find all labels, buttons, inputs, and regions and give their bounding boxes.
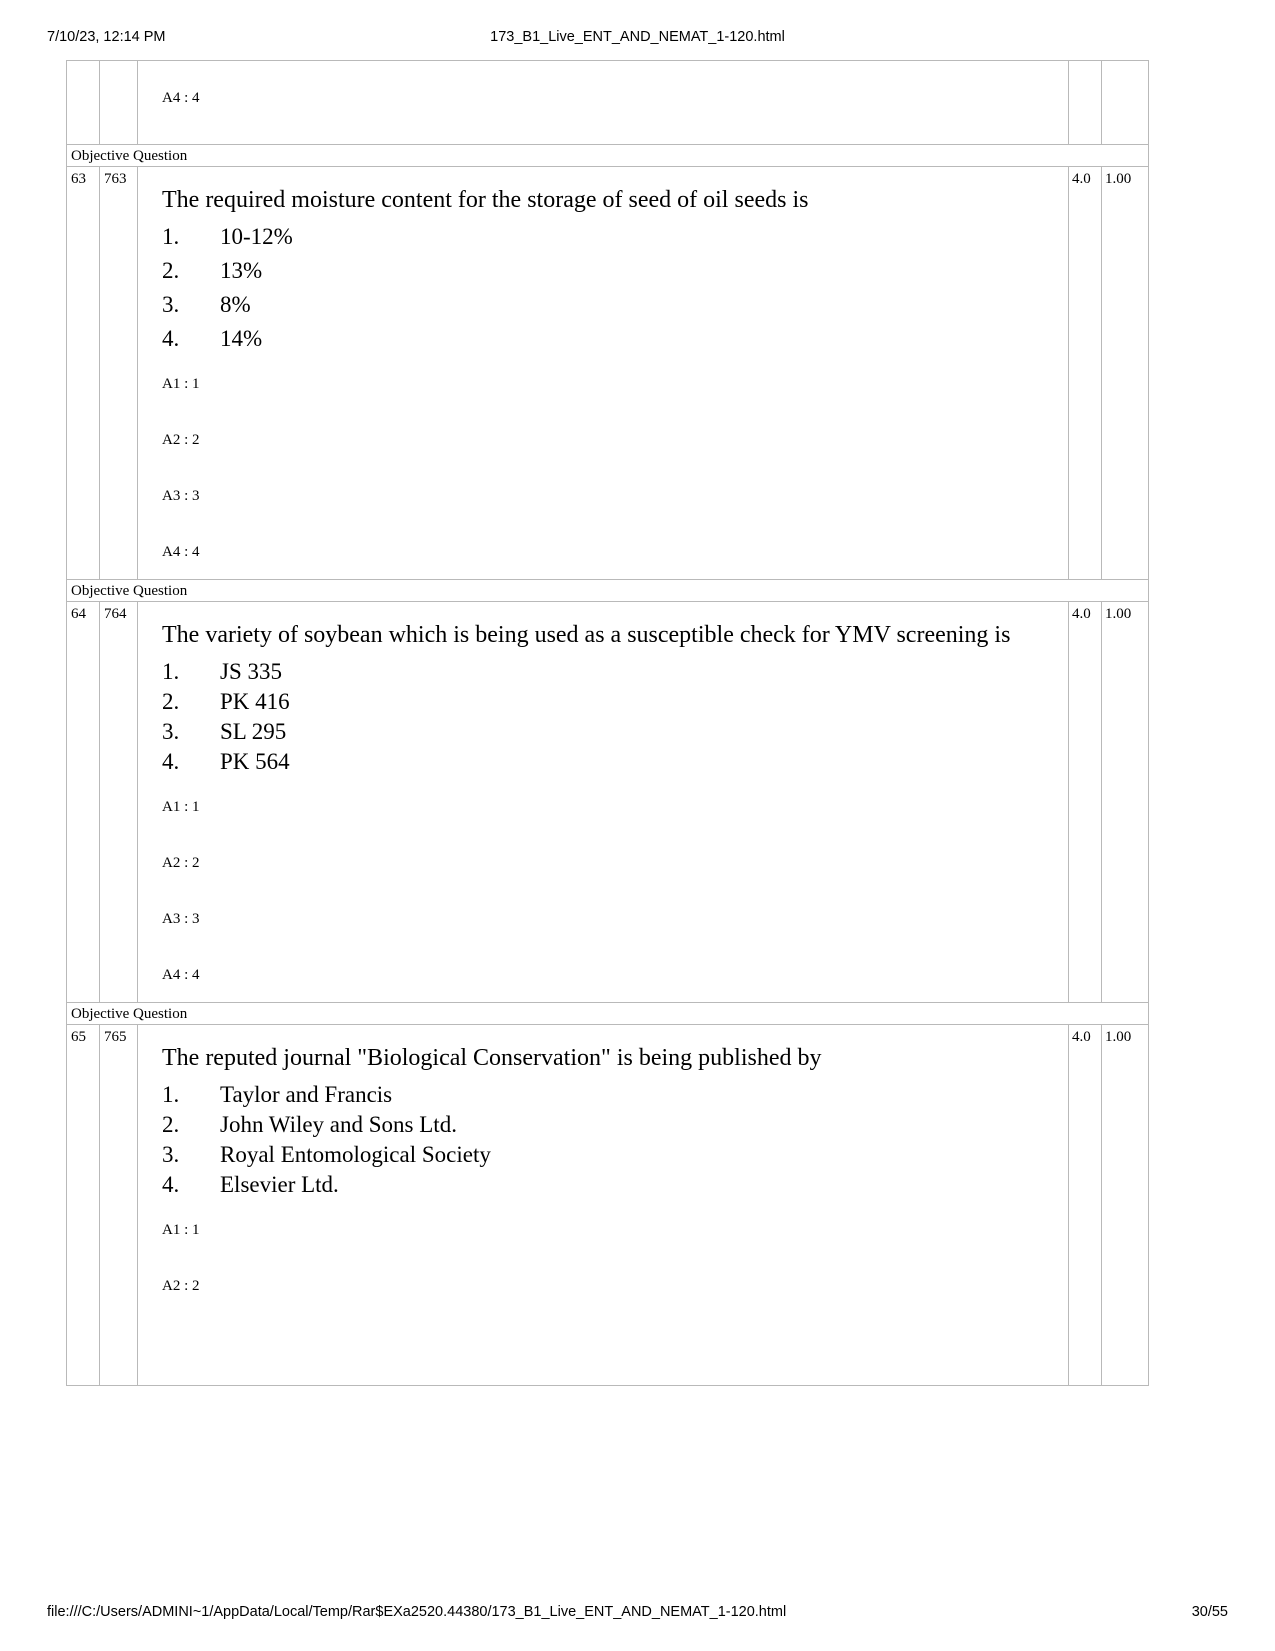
option-number: 4. — [162, 326, 180, 351]
answer-line: A1 : 1 — [162, 799, 200, 815]
question-weight: 1.00 — [1105, 1029, 1132, 1045]
question-stem: The required moisture content for the storage of seed of oil seeds is — [162, 187, 809, 213]
objective-question-label: Objective Question — [71, 148, 188, 164]
option-item[interactable] — [162, 1141, 1060, 1169]
option-item[interactable] — [162, 1081, 1060, 1109]
option-text: Royal Entomological Society — [220, 1142, 491, 1167]
question-id-cell — [100, 1025, 138, 1385]
question-marks-cell — [1069, 1025, 1102, 1385]
question-weight-cell — [1102, 602, 1148, 1002]
objective-question-label: Objective Question — [71, 1006, 188, 1022]
clipped-marks-cell — [1069, 61, 1102, 144]
question-serial: 64 — [71, 606, 86, 622]
objective-question-bar — [66, 1003, 1149, 1025]
option-text: 14% — [220, 326, 263, 351]
option-item[interactable] — [162, 223, 1060, 251]
answer-line: A1 : 1 — [162, 376, 200, 392]
answer-line: A3 : 3 — [162, 488, 200, 504]
option-text: 10-12% — [220, 224, 293, 249]
question-block — [66, 1025, 1149, 1386]
question-id: 765 — [104, 1029, 127, 1045]
option-number: 4. — [162, 1172, 180, 1197]
question-serial-cell — [67, 167, 100, 579]
print-header-datetime: 7/10/23, 12:14 PM — [47, 29, 166, 45]
question-body-cell — [138, 167, 1069, 579]
print-footer-page: 30/55 — [1191, 1604, 1228, 1620]
option-item[interactable] — [162, 1171, 1060, 1199]
option-number: 4. — [162, 749, 180, 774]
answer-list — [162, 1221, 1060, 1295]
question-stem: The reputed journal "Biological Conservation" is being published by — [162, 1045, 822, 1071]
option-item[interactable] — [162, 291, 1060, 319]
option-item[interactable] — [162, 257, 1060, 285]
option-number: 1. — [162, 659, 180, 684]
option-number: 1. — [162, 224, 180, 249]
answer-list — [162, 375, 1060, 561]
question-marks: 4.0 — [1072, 1029, 1091, 1045]
print-header-title: 173_B1_Live_ENT_AND_NEMAT_1-120.html — [490, 29, 785, 45]
option-text: Elsevier Ltd. — [220, 1172, 339, 1197]
question-weight: 1.00 — [1105, 606, 1132, 622]
option-item[interactable] — [162, 1111, 1060, 1139]
answer-list — [162, 798, 1060, 984]
question-weight: 1.00 — [1105, 171, 1132, 187]
option-list — [162, 658, 1060, 776]
answer-line: A2 : 2 — [162, 432, 200, 448]
question-block — [66, 602, 1149, 1003]
option-text: JS 335 — [220, 659, 282, 684]
clipped-body-cell — [138, 61, 1069, 144]
answer-line: A4 : 4 — [162, 544, 200, 560]
option-text: PK 564 — [220, 749, 290, 774]
option-text: PK 416 — [220, 689, 290, 714]
question-marks-cell — [1069, 167, 1102, 579]
clipped-answer-line: A4 : 4 — [162, 90, 200, 106]
question-block — [66, 167, 1149, 580]
option-text: SL 295 — [220, 719, 287, 744]
clipped-weight-cell — [1102, 61, 1148, 144]
clipped-question-block — [66, 60, 1149, 145]
option-item[interactable] — [162, 658, 1060, 686]
option-number: 3. — [162, 719, 180, 744]
question-marks: 4.0 — [1072, 606, 1091, 622]
question-serial-cell — [67, 602, 100, 1002]
option-text: Taylor and Francis — [220, 1082, 393, 1107]
question-id: 764 — [104, 606, 127, 622]
option-item[interactable] — [162, 748, 1060, 776]
option-text: 8% — [220, 292, 251, 317]
clipped-serial-cell — [67, 61, 100, 144]
option-number: 3. — [162, 292, 180, 317]
print-header — [0, 26, 1275, 48]
question-marks-cell — [1069, 602, 1102, 1002]
answer-line: A2 : 2 — [162, 1278, 200, 1294]
question-id: 763 — [104, 171, 127, 187]
option-number: 3. — [162, 1142, 180, 1167]
question-stem: The variety of soybean which is being used as a susceptible check for YMV screening is — [162, 622, 1011, 648]
objective-question-bar — [66, 145, 1149, 167]
objective-question-label: Objective Question — [71, 583, 188, 599]
option-number: 2. — [162, 689, 180, 714]
question-serial: 63 — [71, 171, 86, 187]
question-marks: 4.0 — [1072, 171, 1091, 187]
option-text: John Wiley and Sons Ltd. — [220, 1112, 457, 1137]
answer-line: A4 : 4 — [162, 967, 200, 983]
option-number: 2. — [162, 258, 180, 283]
option-list — [162, 1081, 1060, 1199]
question-serial: 65 — [71, 1029, 86, 1045]
question-id-cell — [100, 602, 138, 1002]
print-footer — [0, 1601, 1275, 1623]
answer-line: A3 : 3 — [162, 911, 200, 927]
question-weight-cell — [1102, 1025, 1148, 1385]
question-serial-cell — [67, 1025, 100, 1385]
option-number: 1. — [162, 1082, 180, 1107]
question-body-cell — [138, 602, 1069, 1002]
question-body-cell — [138, 1025, 1069, 1385]
objective-question-bar — [66, 580, 1149, 602]
question-id-cell — [100, 167, 138, 579]
answer-line: A1 : 1 — [162, 1222, 200, 1238]
answer-line: A2 : 2 — [162, 855, 200, 871]
print-footer-url: file:///C:/Users/ADMINI~1/AppData/Local/Temp/Rar$EXa2520.44380/173_B1_Live_ENT_AND_NEMAT_1-120.html — [47, 1604, 787, 1620]
option-list — [162, 223, 1060, 353]
option-number: 2. — [162, 1112, 180, 1137]
option-item[interactable] — [162, 688, 1060, 716]
clipped-qid-cell — [100, 61, 138, 144]
option-item[interactable] — [162, 325, 1060, 353]
option-item[interactable] — [162, 718, 1060, 746]
document-page-area — [66, 60, 1149, 1587]
option-text: 13% — [220, 258, 263, 283]
question-weight-cell — [1102, 167, 1148, 579]
